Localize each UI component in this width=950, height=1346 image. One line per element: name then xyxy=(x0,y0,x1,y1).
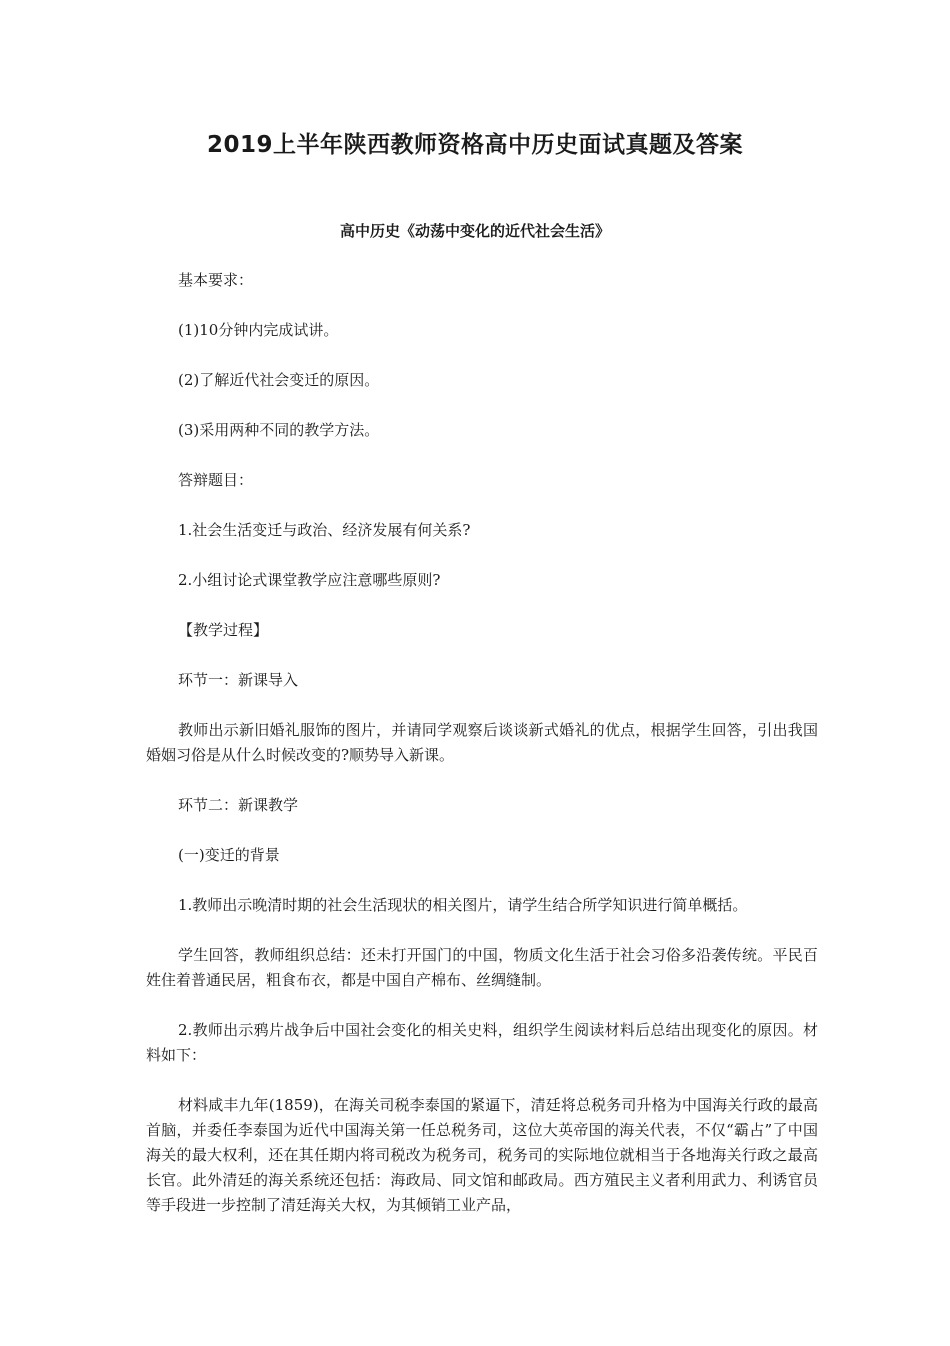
document-title: 2019上半年陕西教师资格高中历史面试真题及答案 xyxy=(206,132,743,158)
paragraph-stage-1: 环节一：新课导入 xyxy=(178,671,299,689)
paragraph-basic-requirements: 基本要求： xyxy=(178,271,254,289)
paragraph-requirement-3: (3)采用两种不同的教学方法。 xyxy=(178,421,380,439)
paragraph-question-1: 1.社会生活变迁与政治、经济发展有何关系? xyxy=(178,521,471,539)
paragraph-question-2: 2.小组讨论式课堂教学应注意哪些原则? xyxy=(178,571,441,589)
paragraph-material: 材料咸丰九年(1859)，在海关司税李泰国的紧逼下，清廷将总税务司升格为中国海关行政的最高首脑，并委任李泰国为近代中国海关第一任总税务司，这位大英帝国的海关代表，不仅“霸占”了中国海关的最大权利，还在其任期内将司税改为税务司，税务司的实际地位就相当于各地海关行政之最高长官。此外清廷的海关系统还包括：海政局、同文馆和邮政局。西方殖民主义者利用武力、利诱官员等手段进一步控制了清廷海关大权，为其倾销工业产品， xyxy=(146,1096,818,1214)
paragraph-introduction: 教师出示新旧婚礼服饰的图片，并请同学观察后谈谈新式婚礼的优点，根据学生回答，引出我国婚姻习俗是从什么时候改变的?顺势导入新课。 xyxy=(146,721,818,764)
paragraph-section-background: (一)变迁的背景 xyxy=(178,846,280,864)
paragraph-student-answer: 学生回答，教师组织总结：还未打开国门的中国，物质文化生活于社会习俗多沿袭传统。平民百姓住着普通民居，粗食布衣，都是中国自产棉布、丝绸缝制。 xyxy=(146,946,818,989)
document-subtitle: 高中历史《动荡中变化的近代社会生活》 xyxy=(339,222,610,240)
paragraph-stage-2: 环节二：新课教学 xyxy=(178,796,299,814)
paragraph-teaching-process: 【教学过程】 xyxy=(178,621,269,639)
paragraph-background-2: 2.教师出示鸦片战争后中国社会变化的相关史料，组织学生阅读材料后总结出现变化的原因。材料如下： xyxy=(146,1021,818,1064)
paragraph-requirement-2: (2)了解近代社会变迁的原因。 xyxy=(178,371,380,389)
paragraph-background-1: 1.教师出示晚清时期的社会生活现状的相关图片，请学生结合所学知识进行简单概括。 xyxy=(178,896,748,914)
paragraph-requirement-1: (1)10分钟内完成试讲。 xyxy=(178,321,339,339)
paragraph-defense-questions: 答辩题目： xyxy=(178,471,254,489)
